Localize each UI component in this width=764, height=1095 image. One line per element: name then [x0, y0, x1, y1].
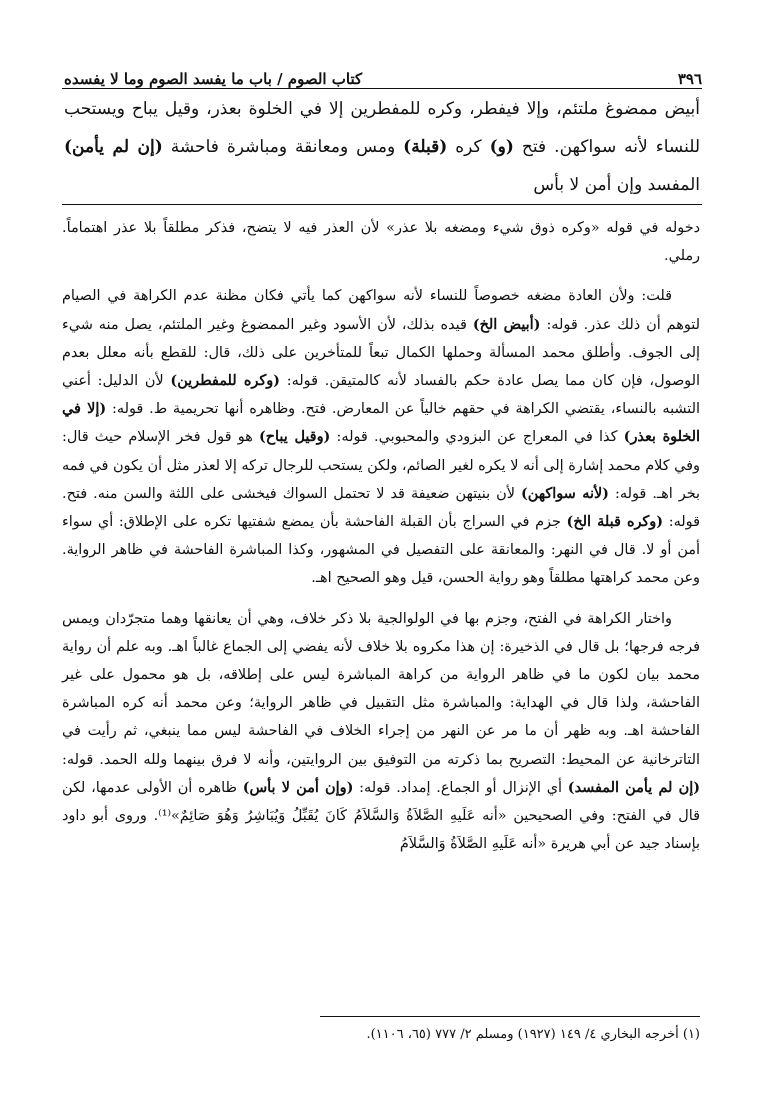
commentary-block: [62, 214, 700, 858]
quoted-phrase: (لأنه سواكهن): [521, 484, 609, 502]
commentary-paragraph-2: [62, 282, 700, 592]
page-number: ٣٩٦: [677, 70, 702, 88]
main-text-segment: ومس ومعانقة ومباشرة فاحشة: [162, 137, 404, 157]
page-header: [64, 58, 702, 88]
header-rule: [62, 88, 702, 89]
main-commentary-divider: [62, 204, 702, 205]
commentary-text: واختار الكراهة في الفتح، وجزم بها في الولوالجية بلا ذكر خلاف، وهي أن يعانقها وهما متجرّدان ويمس فرجه فرجها؛ بل قال في الذخيرة: إن هذا مكروه بلا خلاف لأنه يفضي إلى الجماع غالباً اهـ. وبه علم أن رواية محمد بيان لكون ما في ظاهر الرواية من كراهة المباشرة ليس على إطلاقه، بل هو محمول على غير الفاحشة، ولذا قال في الهداية: والمباشرة مثل التقبيل في ظاهر الرواية؛ وعن محمد أنه كره المباشرة الفاحشة اهـ. وبه ظهر أن ما مر عن النهر من إجراء الخلاف في الفاحشة ليس مما ينبغي، ثم رأيت في التاترخانية عن المحيط: التصريح بما ذكرته من التوفيق بين الروايتين، وأنه لا فرق بينهما ولله الحمد. قوله:: [62, 610, 700, 768]
commentary-text: جزم في السراج بأن القبلة الفاحشة بأن يمضع شفتيها تكره على الإطلاق: أي سواء أمن أو لا. قال في النهر: والمعانقة على التفصيل في المشهور، وكذا المباشرة الفاحشة في ظاهر الرواية. وعن محمد كراهتها مطلقاً وهو رواية الحسن، قيل وهو الصحيح اهـ.: [62, 514, 700, 587]
main-text-bold: (و): [489, 137, 514, 157]
commentary-text: لأن الدليل: أعني التشبه بالنساء، يقتضي الكراهة في حقهم خالياً عن المعارض. فتح. وظاهره أنها تحريمية ط. قوله:: [62, 373, 700, 418]
commentary-text: هو قول فخر الإسلام حيث قال: وفي كلام محمد إشارة إلى أنه لا يكره لغير الصائم، ولكن يستحب للرجال تركه إلا لعذر مثل أن يكون في فمه بخر اهـ. قوله:: [62, 429, 700, 502]
commentary-text: قيده بذلك، لأن الأسود وغير الممضوغ وغير الملتئم، يصل منه شيء إلى الجوف. وأطلق محمد المسألة وحملها الكمال تبعاً للمتأخرين على ذلك، قال: للقطع بأنه معلل بعدم الوصول، فإن كان مما يصل عادة حكم بالفساد لأنه كالمتيقن. قوله:: [62, 316, 700, 390]
main-text-bold: (قبلة): [403, 137, 448, 157]
quoted-phrase: (وكره قبلة الخ): [566, 513, 664, 531]
commentary-text: قلت: ولأن العادة مضغه خصوصاً للنساء لأنه سواكهن كما يأتي فكان مظنة عدم الكراهة في الصيام لتوهم أن ذلك عذر. قوله:: [62, 288, 701, 333]
footnote: (١) أخرجه البخاري ٤/ ١٤٩ (١٩٢٧) ومسلم ٢/ ٧٧٧ (٦٥، ١١٠٦).: [366, 1027, 700, 1042]
main-text-segment: كره: [447, 137, 490, 157]
commentary-text: لأن بنيتهن ضعيفة قد لا تحتمل السواك فيخشى على اللثة والسن منه. فتح. قوله:: [62, 485, 700, 531]
footnote-rule: [320, 1016, 700, 1017]
main-text-bold: (إن لم يأمن): [64, 137, 163, 157]
main-text-segment: أبيض ممضوغ ملتئم، وإلا فيفطر، وكره للمفطرين إلا في الخلوة بعذر، وقيل يباح ويستحب للنساء لأنه سواكهن. فتح: [64, 99, 701, 157]
quoted-phrase: (إلا في الخلوة بعذر): [62, 400, 701, 446]
running-title: كتاب الصوم / باب ما يفسد الصوم وما لا يفسده: [64, 70, 363, 88]
commentary-text: كذا في المعراج عن البزودي والمحبوبي. قوله:: [330, 429, 624, 446]
quoted-phrase: (وكره للمفطرين): [170, 372, 280, 390]
commentary-paragraph-3: [62, 605, 700, 859]
quoted-phrase: (وإن أمن لا بأس): [242, 778, 354, 796]
main-text-segment: المفسد وإن أمن لا بأس: [533, 175, 700, 195]
commentary-paragraph-1: دخوله في قوله «وكره ذوق شيء ومضغه بلا عذر» لأن العذر فيه لا يتضح، فذكر مطلقاً بلا عذر اهتماماً. رملي.: [62, 220, 700, 265]
quoted-phrase: (إن لم يأمن المفسد): [567, 778, 701, 796]
quoted-phrase: (أبيض الخ): [472, 315, 541, 333]
commentary-text: أي الإنزال أو الجماع. إمداد. قوله:: [353, 779, 568, 796]
commentary-text: ظاهره أن الأولى عدمها، لكن قال في الفتح: وفي الصحيحين «أنه عَلَيهِ الصَّلاَةُ وَالسَّلاَمُ كَانَ يُقَبِّلُ وَيُبَاشِرُ وَهُوَ صَائِمٌ»⁽¹⁾. وروى أبو داود بإسناد جيد عن أبي هريرة «أنه عَلَيهِ الصَّلاَةُ وَالسَّلاَمُ: [62, 779, 700, 853]
main-text-block: [64, 90, 700, 204]
quoted-phrase: (وقيل يباح): [258, 428, 331, 446]
